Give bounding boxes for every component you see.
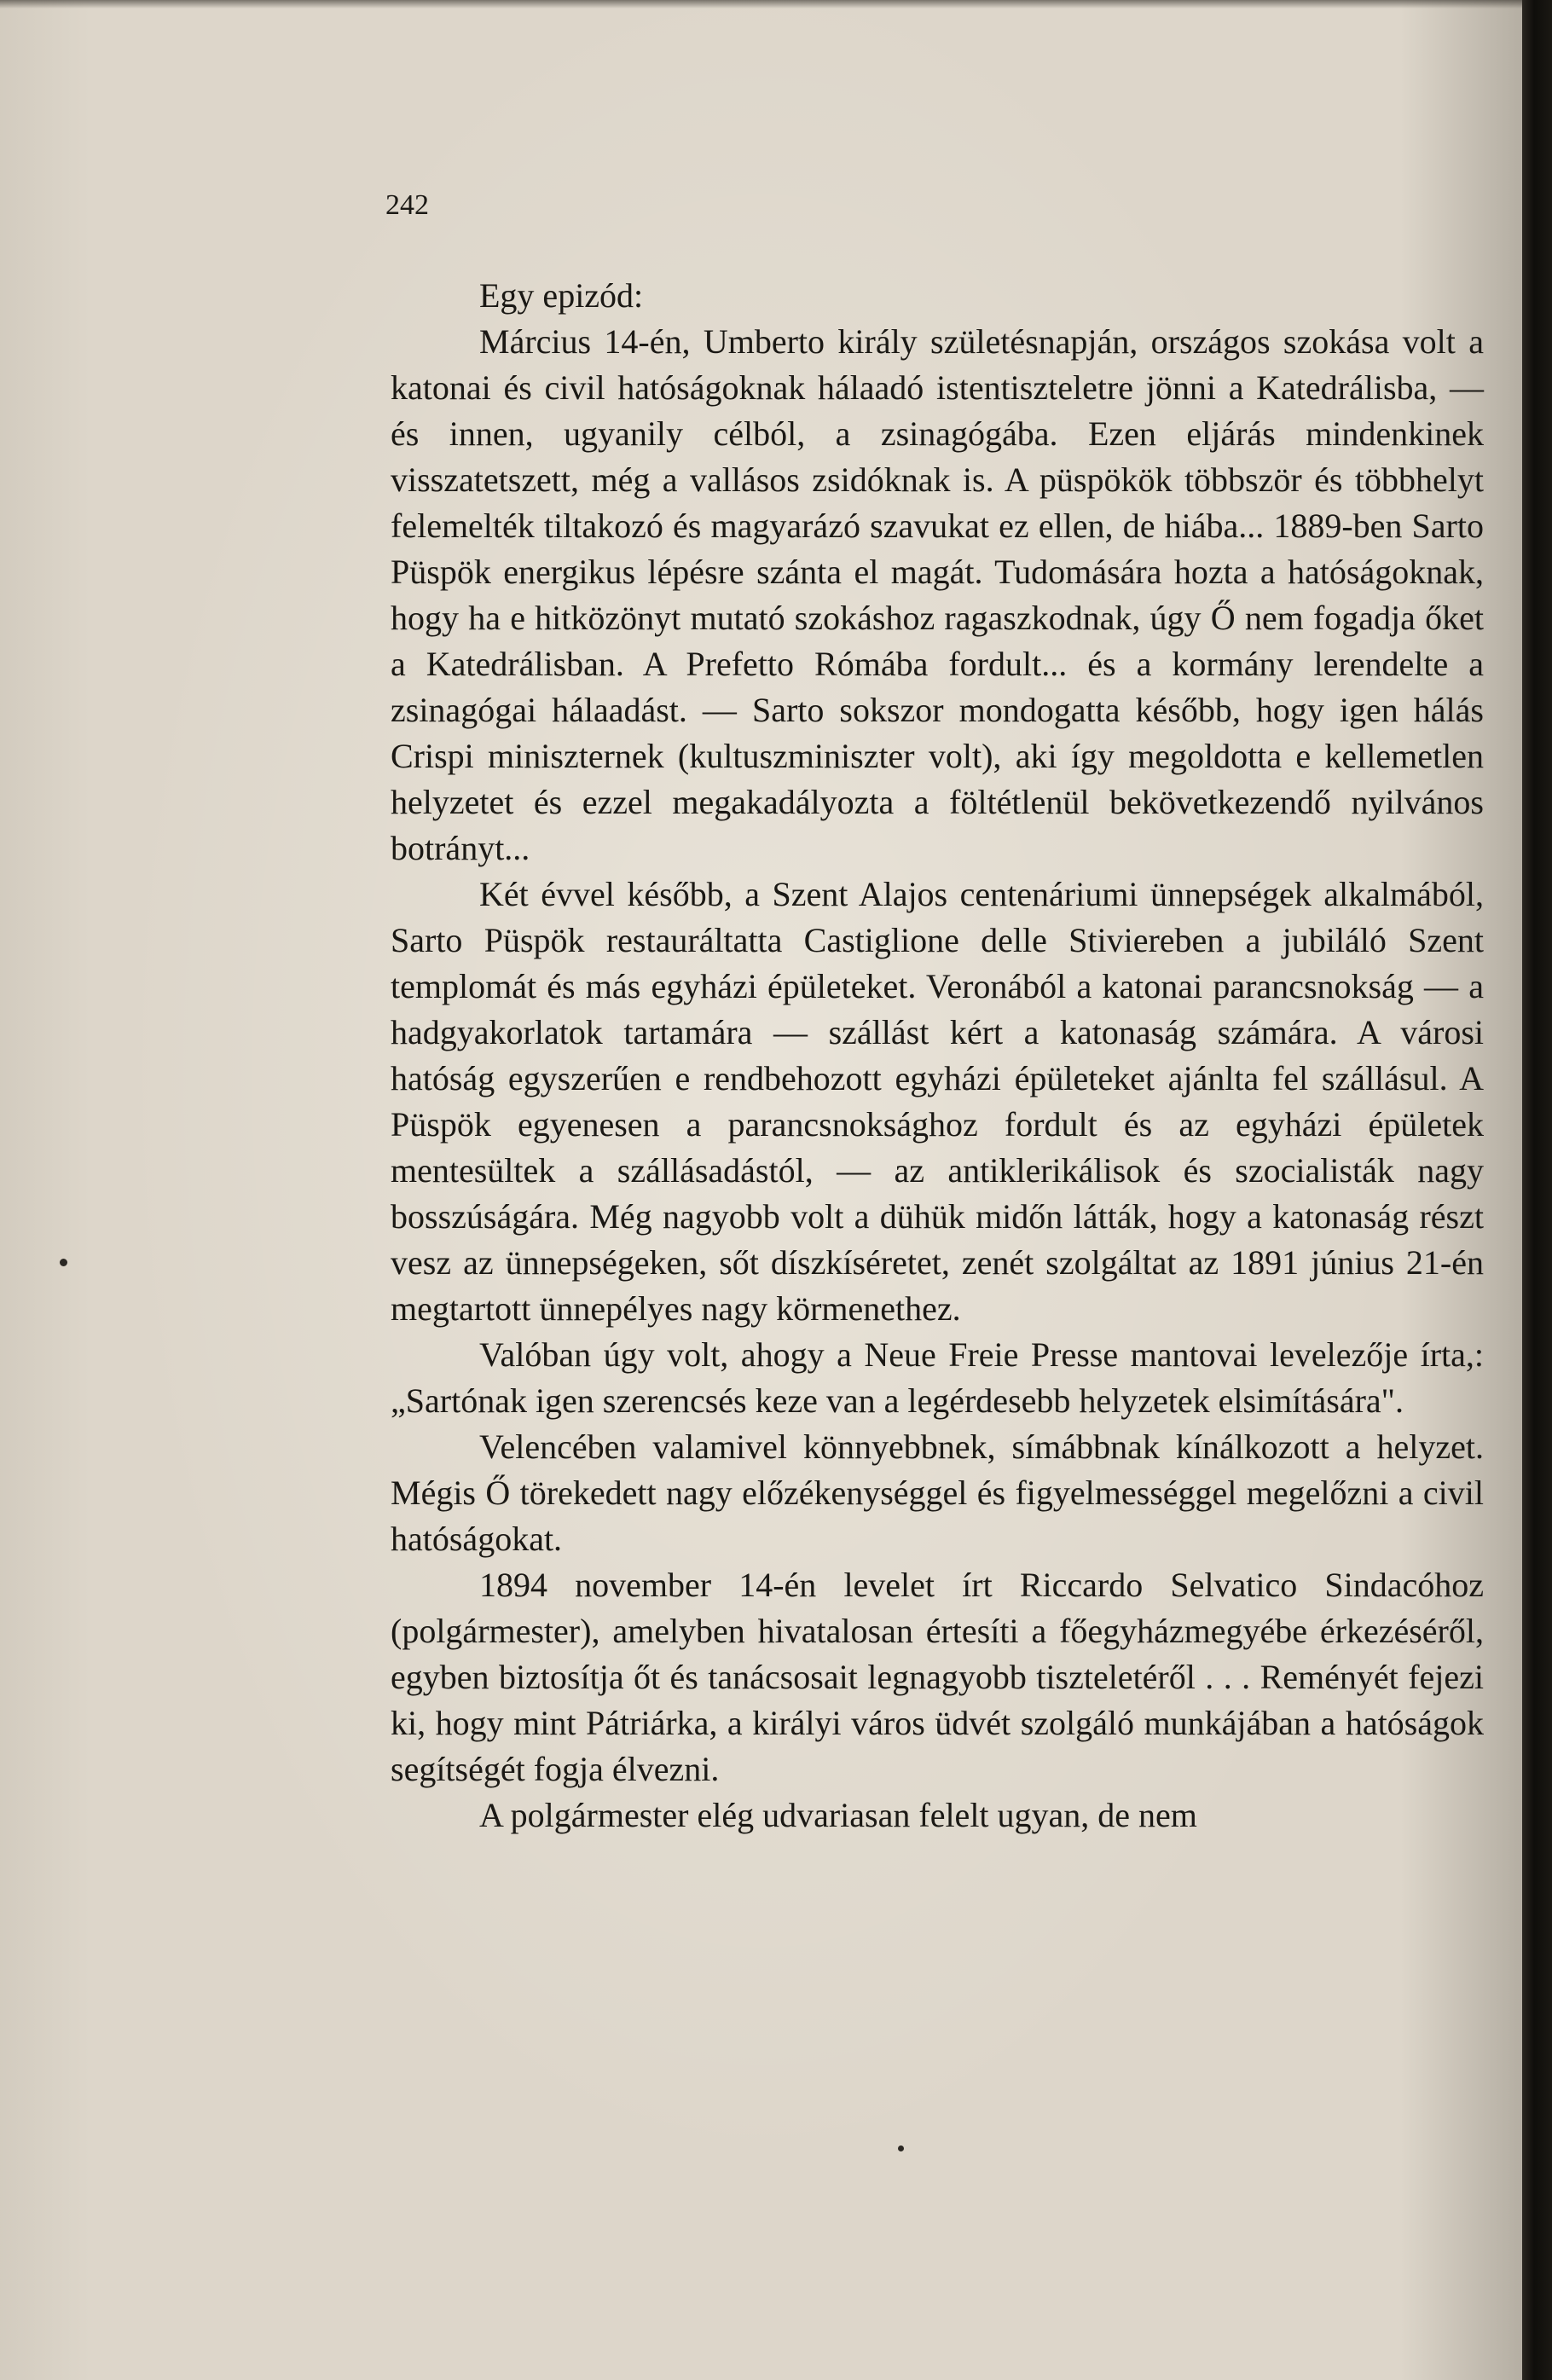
body-text [391, 273, 1484, 1839]
paragraph: Két évvel később, a Szent Alajos centenáriumi ünnepségek alkalmából, Sarto Püspök restauráltatta Castiglione delle Stiviereben a jubiláló Szent templomát és más egyházi épületeket. Veronából a katonai parancsnokság — a hadgyakorlatok tartamára — szállást kért a katonaság számára. A városi hatóság egyszerűen e rendbehozott egyházi épületeket ajánlta fel szállásul. A Püspök egyenesen a parancsnoksághoz fordult és az egyházi épületek mentesültek a szállásadástól, — az antiklerikálisok és szocialisták nagy bosszúságára. Még nagyobb volt a dühük midőn látták, hogy a katonaság részt vesz az ünnepségeken, sőt díszkíséretet, zenét szolgáltat az 1891 június 21-én megtartott ünnepélyes nagy körmenethez. [391, 875, 1484, 1328]
paragraph-heading: Egy epizód: [479, 276, 644, 315]
paragraph: Valóban úgy volt, ahogy a Neue Freie Presse mantovai levelezője írta,: „Sartónak igen szerencsés keze van a legérdesebb helyzetek elsimítására". [391, 1335, 1484, 1420]
ink-speck [898, 2145, 904, 2151]
ink-speck [60, 1259, 67, 1266]
paragraph: 1894 november 14-én levelet írt Riccardo Selvatico Sindacóhoz (polgármester), amelyben hivatalosan értesíti a főegyházmegyébe érkezéséről, egyben biztosítja őt és tanácsosait legnagyobb tiszteletéről . . . Reményét fejezi ki, hogy mint Pátriárka, a királyi város üdvét szolgáló munkájában a hatóságok segítségét fogja élvezni. [391, 1566, 1484, 1788]
paragraph-last-line: A polgármester elég udvariasan felelt ugyan, de nem [479, 1796, 1197, 1834]
paragraph: Velencében valamivel könnyebbnek, símábbnak kínálkozott a helyzet. Mégis Ő törekedett nagy előzékenységgel és figyelmességgel megelőzni a civil hatóságokat. [391, 1427, 1484, 1558]
top-edge-shadow [0, 0, 1522, 9]
paragraph: Március 14-én, Umberto király születésnapján, országos szokása volt a katonai és civil hatóságoknak hálaadó istentiszteletre jönni a Katedrálisba, — és innen, ugyanily célból, a zsinagógába. Ezen eljárás mindenkinek visszatetszett, még a vallásos zsidóknak is. A püspökök többször és többhelyt felemelték tiltakozó és magyarázó szavukat ez ellen, de hiába... 1889-ben Sarto Püspök energikus lépésre szánta el magát. Tudomására hozta a hatóságoknak, hogy ha e hitközönyt mutató szokáshoz ragaszkodnak, úgy Ő nem fogadja őket a Katedrálisban. A Prefetto Rómába fordult... és a kormány lerendelte a zsinagógai hálaadást. — Sarto sokszor mondogatta később, hogy igen hálás Crispi miniszternek (kultuszminiszter volt), aki így megoldotta e kellemetlen helyzetet és ezzel megakadályozta a föltétlenül bekövetkezendő nyilvános botrányt... [391, 322, 1484, 867]
page-number: 242 [385, 189, 429, 221]
page-edge-shadow [1522, 0, 1552, 2380]
